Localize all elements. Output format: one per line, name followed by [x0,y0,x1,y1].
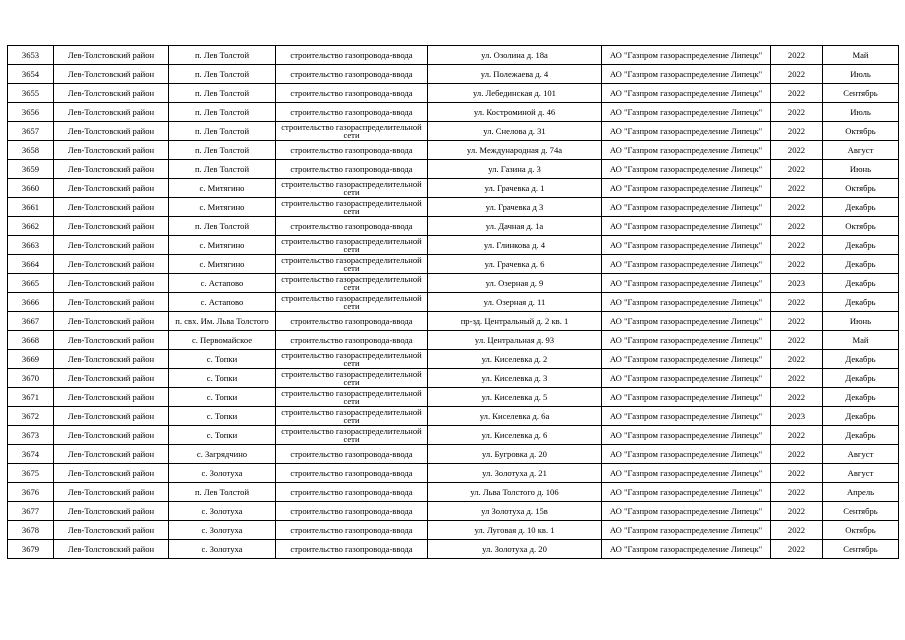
row-number-cell: 3666 [8,293,54,312]
year-cell: 2022 [771,46,823,65]
work-type-cell: строительство газораспределительной сети [276,407,428,426]
organization-cell: АО "Газпром газораспределение Липецк" [602,255,771,274]
table-row [8,274,899,293]
organization-cell: АО "Газпром газораспределение Липецк" [602,103,771,122]
table-row [8,179,899,198]
district-cell: Лев-Толстовский район [54,293,169,312]
address-cell: ул. Грачевка д 3 [428,198,602,217]
year-cell: 2022 [771,65,823,84]
year-cell: 2023 [771,274,823,293]
organization-cell: АО "Газпром газораспределение Липецк" [602,65,771,84]
district-cell: Лев-Толстовский район [54,483,169,502]
year-cell: 2022 [771,236,823,255]
address-cell: ул. Золотуха д. 20 [428,540,602,559]
work-type-cell: строительство газопровода-ввода [276,331,428,350]
table-row [8,407,899,426]
district-cell: Лев-Толстовский район [54,369,169,388]
row-number-cell: 3667 [8,312,54,331]
address-cell: ул. Киселевка д. 6 [428,426,602,445]
table-row [8,160,899,179]
month-cell: Сентябрь [823,84,899,103]
month-cell: Сентябрь [823,502,899,521]
organization-cell: АО "Газпром газораспределение Липецк" [602,122,771,141]
table-body [8,46,899,559]
address-cell: ул. Озерная д. 11 [428,293,602,312]
month-cell: Декабрь [823,255,899,274]
year-cell: 2022 [771,217,823,236]
row-number-cell: 3672 [8,407,54,426]
table-row [8,369,899,388]
table-row [8,445,899,464]
locality-cell: с. Митягино [169,198,276,217]
district-cell: Лев-Толстовский район [54,445,169,464]
month-cell: Октябрь [823,122,899,141]
district-cell: Лев-Толстовский район [54,179,169,198]
organization-cell: АО "Газпром газораспределение Липецк" [602,274,771,293]
month-cell: Апрель [823,483,899,502]
work-type-cell: строительство газопровода-ввода [276,502,428,521]
district-cell: Лев-Толстовский район [54,103,169,122]
address-cell: ул. Луговая д. 10 кв. 1 [428,521,602,540]
work-type-cell: строительство газораспределительной сети [276,293,428,312]
work-type-cell: строительство газораспределительной сети [276,255,428,274]
address-cell: ул. Международная д. 74а [428,141,602,160]
table-row [8,217,899,236]
table-row [8,236,899,255]
row-number-cell: 3665 [8,274,54,293]
year-cell: 2022 [771,141,823,160]
address-cell: ул. Бугровка д. 20 [428,445,602,464]
district-cell: Лев-Толстовский район [54,312,169,331]
district-cell: Лев-Толстовский район [54,502,169,521]
district-cell: Лев-Толстовский район [54,122,169,141]
row-number-cell: 3654 [8,65,54,84]
address-cell: ул. Снелова д. 31 [428,122,602,141]
month-cell: Июль [823,65,899,84]
work-type-cell: строительство газопровода-ввода [276,540,428,559]
month-cell: Май [823,46,899,65]
year-cell: 2022 [771,540,823,559]
organization-cell: АО "Газпром газораспределение Липецк" [602,464,771,483]
district-cell: Лев-Толстовский район [54,255,169,274]
row-number-cell: 3678 [8,521,54,540]
month-cell: Июль [823,103,899,122]
row-number-cell: 3673 [8,426,54,445]
month-cell: Июнь [823,312,899,331]
work-type-cell: строительство газопровода-ввода [276,160,428,179]
row-number-cell: 3671 [8,388,54,407]
year-cell: 2022 [771,426,823,445]
district-cell: Лев-Толстовский район [54,84,169,103]
district-cell: Лев-Толстовский район [54,236,169,255]
address-cell: ул. Газина д. 3 [428,160,602,179]
row-number-cell: 3661 [8,198,54,217]
row-number-cell: 3670 [8,369,54,388]
year-cell: 2022 [771,198,823,217]
month-cell: Сентябрь [823,540,899,559]
table-row [8,312,899,331]
row-number-cell: 3675 [8,464,54,483]
work-type-cell: строительство газораспределительной сети [276,426,428,445]
work-type-cell: строительство газораспределительной сети [276,122,428,141]
organization-cell: АО "Газпром газораспределение Липецк" [602,331,771,350]
address-cell: ул. Полежаева д. 4 [428,65,602,84]
month-cell: Декабрь [823,426,899,445]
row-number-cell: 3657 [8,122,54,141]
locality-cell: п. Лев Толстой [169,84,276,103]
address-cell: ул. Золотуха д. 21 [428,464,602,483]
address-cell: ул. Глинкова д. 4 [428,236,602,255]
month-cell: Август [823,141,899,160]
row-number-cell: 3676 [8,483,54,502]
address-cell: ул. Киселевка д. 6а [428,407,602,426]
row-number-cell: 3659 [8,160,54,179]
organization-cell: АО "Газпром газораспределение Липецк" [602,445,771,464]
organization-cell: АО "Газпром газораспределение Липецк" [602,179,771,198]
address-cell: ул. Лебединская д. 101 [428,84,602,103]
year-cell: 2022 [771,445,823,464]
address-cell: ул. Грачевка д. 6 [428,255,602,274]
address-cell: ул. Киселевка д. 3 [428,369,602,388]
district-cell: Лев-Толстовский район [54,198,169,217]
organization-cell: АО "Газпром газораспределение Липецк" [602,312,771,331]
work-type-cell: строительство газораспределительной сети [276,350,428,369]
table-row [8,84,899,103]
table-row [8,521,899,540]
month-cell: Октябрь [823,179,899,198]
month-cell: Июнь [823,160,899,179]
table-row [8,464,899,483]
district-cell: Лев-Толстовский район [54,274,169,293]
table-row [8,122,899,141]
table-row [8,198,899,217]
document-page [7,45,898,559]
locality-cell: с. Золотуха [169,540,276,559]
month-cell: Декабрь [823,388,899,407]
work-type-cell: строительство газопровода-ввода [276,312,428,331]
address-cell: ул. Киселевка д. 5 [428,388,602,407]
locality-cell: с. Золотуха [169,521,276,540]
locality-cell: с. Топки [169,426,276,445]
organization-cell: АО "Газпром газораспределение Липецк" [602,236,771,255]
locality-cell: с. Астапово [169,274,276,293]
work-type-cell: строительство газораспределительной сети [276,179,428,198]
district-cell: Лев-Толстовский район [54,388,169,407]
table-row [8,483,899,502]
address-cell: пр-зд. Центральный д. 2 кв. 1 [428,312,602,331]
organization-cell: АО "Газпром газораспределение Липецк" [602,160,771,179]
work-type-cell: строительство газопровода-ввода [276,217,428,236]
district-cell: Лев-Толстовский район [54,160,169,179]
address-cell: ул. Киселевка д. 2 [428,350,602,369]
row-number-cell: 3658 [8,141,54,160]
locality-cell: п. свх. Им. Льва Толстого [169,312,276,331]
locality-cell: с. Митягино [169,236,276,255]
address-cell: ул. Центральная д. 93 [428,331,602,350]
district-cell: Лев-Толстовский район [54,217,169,236]
table-row [8,540,899,559]
table-row [8,331,899,350]
year-cell: 2022 [771,502,823,521]
organization-cell: АО "Газпром газораспределение Липецк" [602,483,771,502]
locality-cell: п. Лев Толстой [169,217,276,236]
table-row [8,46,899,65]
organization-cell: АО "Газпром газораспределение Липецк" [602,217,771,236]
work-type-cell: строительство газопровода-ввода [276,103,428,122]
year-cell: 2022 [771,483,823,502]
table-row [8,255,899,274]
organization-cell: АО "Газпром газораспределение Липецк" [602,521,771,540]
address-cell: ул. Грачевка д. 1 [428,179,602,198]
month-cell: Декабрь [823,369,899,388]
district-cell: Лев-Толстовский район [54,350,169,369]
year-cell: 2022 [771,255,823,274]
organization-cell: АО "Газпром газораспределение Липецк" [602,141,771,160]
locality-cell: п. Лев Толстой [169,65,276,84]
row-number-cell: 3662 [8,217,54,236]
table-row [8,426,899,445]
organization-cell: АО "Газпром газораспределение Липецк" [602,350,771,369]
organization-cell: АО "Газпром газораспределение Липецк" [602,388,771,407]
month-cell: Май [823,331,899,350]
work-type-cell: строительство газопровода-ввода [276,464,428,483]
locality-cell: п. Лев Толстой [169,141,276,160]
locality-cell: с. Первомайское [169,331,276,350]
month-cell: Декабрь [823,407,899,426]
table-row [8,103,899,122]
month-cell: Август [823,464,899,483]
locality-cell: п. Лев Толстой [169,122,276,141]
year-cell: 2022 [771,350,823,369]
month-cell: Октябрь [823,217,899,236]
locality-cell: с. Астапово [169,293,276,312]
district-cell: Лев-Толстовский район [54,540,169,559]
month-cell: Декабрь [823,293,899,312]
locality-cell: с. Золотуха [169,502,276,521]
work-type-cell: строительство газопровода-ввода [276,84,428,103]
table-row [8,65,899,84]
district-cell: Лев-Толстовский район [54,521,169,540]
year-cell: 2022 [771,369,823,388]
organization-cell: АО "Газпром газораспределение Липецк" [602,540,771,559]
work-type-cell: строительство газораспределительной сети [276,369,428,388]
month-cell: Декабрь [823,274,899,293]
organization-cell: АО "Газпром газораспределение Липецк" [602,426,771,445]
locality-cell: с. Топки [169,369,276,388]
row-number-cell: 3677 [8,502,54,521]
row-number-cell: 3679 [8,540,54,559]
row-number-cell: 3655 [8,84,54,103]
work-type-cell: строительство газораспределительной сети [276,236,428,255]
address-cell: ул. Озерная д. 9 [428,274,602,293]
year-cell: 2022 [771,331,823,350]
organization-cell: АО "Газпром газораспределение Липецк" [602,84,771,103]
row-number-cell: 3674 [8,445,54,464]
table-row [8,502,899,521]
row-number-cell: 3663 [8,236,54,255]
address-cell: ул. Костроминой д. 46 [428,103,602,122]
year-cell: 2023 [771,407,823,426]
year-cell: 2022 [771,84,823,103]
row-number-cell: 3668 [8,331,54,350]
address-cell: ул Золотуха д. 15в [428,502,602,521]
year-cell: 2022 [771,103,823,122]
work-type-cell: строительство газопровода-ввода [276,483,428,502]
work-type-cell: строительство газопровода-ввода [276,46,428,65]
district-cell: Лев-Толстовский район [54,46,169,65]
year-cell: 2022 [771,122,823,141]
locality-cell: с. Топки [169,407,276,426]
year-cell: 2022 [771,160,823,179]
locality-cell: п. Лев Толстой [169,46,276,65]
district-cell: Лев-Толстовский район [54,426,169,445]
locality-cell: с. Митягино [169,255,276,274]
organization-cell: АО "Газпром газораспределение Липецк" [602,407,771,426]
work-type-cell: строительство газопровода-ввода [276,141,428,160]
work-type-cell: строительство газопровода-ввода [276,445,428,464]
district-cell: Лев-Толстовский район [54,331,169,350]
locality-cell: п. Лев Толстой [169,103,276,122]
locality-cell: с. Золотуха [169,464,276,483]
work-type-cell: строительство газораспределительной сети [276,274,428,293]
organization-cell: АО "Газпром газораспределение Липецк" [602,369,771,388]
table-row [8,293,899,312]
organization-cell: АО "Газпром газораспределение Липецк" [602,46,771,65]
row-number-cell: 3669 [8,350,54,369]
district-cell: Лев-Толстовский район [54,464,169,483]
organization-cell: АО "Газпром газораспределение Липецк" [602,502,771,521]
row-number-cell: 3656 [8,103,54,122]
work-type-cell: строительство газораспределительной сети [276,388,428,407]
locality-cell: с. Топки [169,388,276,407]
month-cell: Октябрь [823,521,899,540]
row-number-cell: 3664 [8,255,54,274]
year-cell: 2022 [771,521,823,540]
year-cell: 2022 [771,464,823,483]
locality-cell: с. Митягино [169,179,276,198]
month-cell: Август [823,445,899,464]
row-number-cell: 3660 [8,179,54,198]
year-cell: 2022 [771,293,823,312]
work-type-cell: строительство газопровода-ввода [276,521,428,540]
district-cell: Лев-Толстовский район [54,141,169,160]
organization-cell: АО "Газпром газораспределение Липецк" [602,293,771,312]
table-row [8,141,899,160]
month-cell: Декабрь [823,198,899,217]
work-type-cell: строительство газопровода-ввода [276,65,428,84]
locality-cell: п. Лев Толстой [169,160,276,179]
year-cell: 2022 [771,179,823,198]
table-row [8,350,899,369]
locality-cell: с. Топки [169,350,276,369]
row-number-cell: 3653 [8,46,54,65]
gasification-table [7,45,899,559]
organization-cell: АО "Газпром газораспределение Липецк" [602,198,771,217]
year-cell: 2022 [771,388,823,407]
year-cell: 2022 [771,312,823,331]
address-cell: ул. Льва Толстого д. 106 [428,483,602,502]
locality-cell: с. Загрядчино [169,445,276,464]
month-cell: Декабрь [823,236,899,255]
district-cell: Лев-Толстовский район [54,407,169,426]
table-row [8,388,899,407]
work-type-cell: строительство газораспределительной сети [276,198,428,217]
district-cell: Лев-Толстовский район [54,65,169,84]
address-cell: ул. Озолина д. 18а [428,46,602,65]
address-cell: ул. Дачная д. 1а [428,217,602,236]
month-cell: Декабрь [823,350,899,369]
locality-cell: п. Лев Толстой [169,483,276,502]
